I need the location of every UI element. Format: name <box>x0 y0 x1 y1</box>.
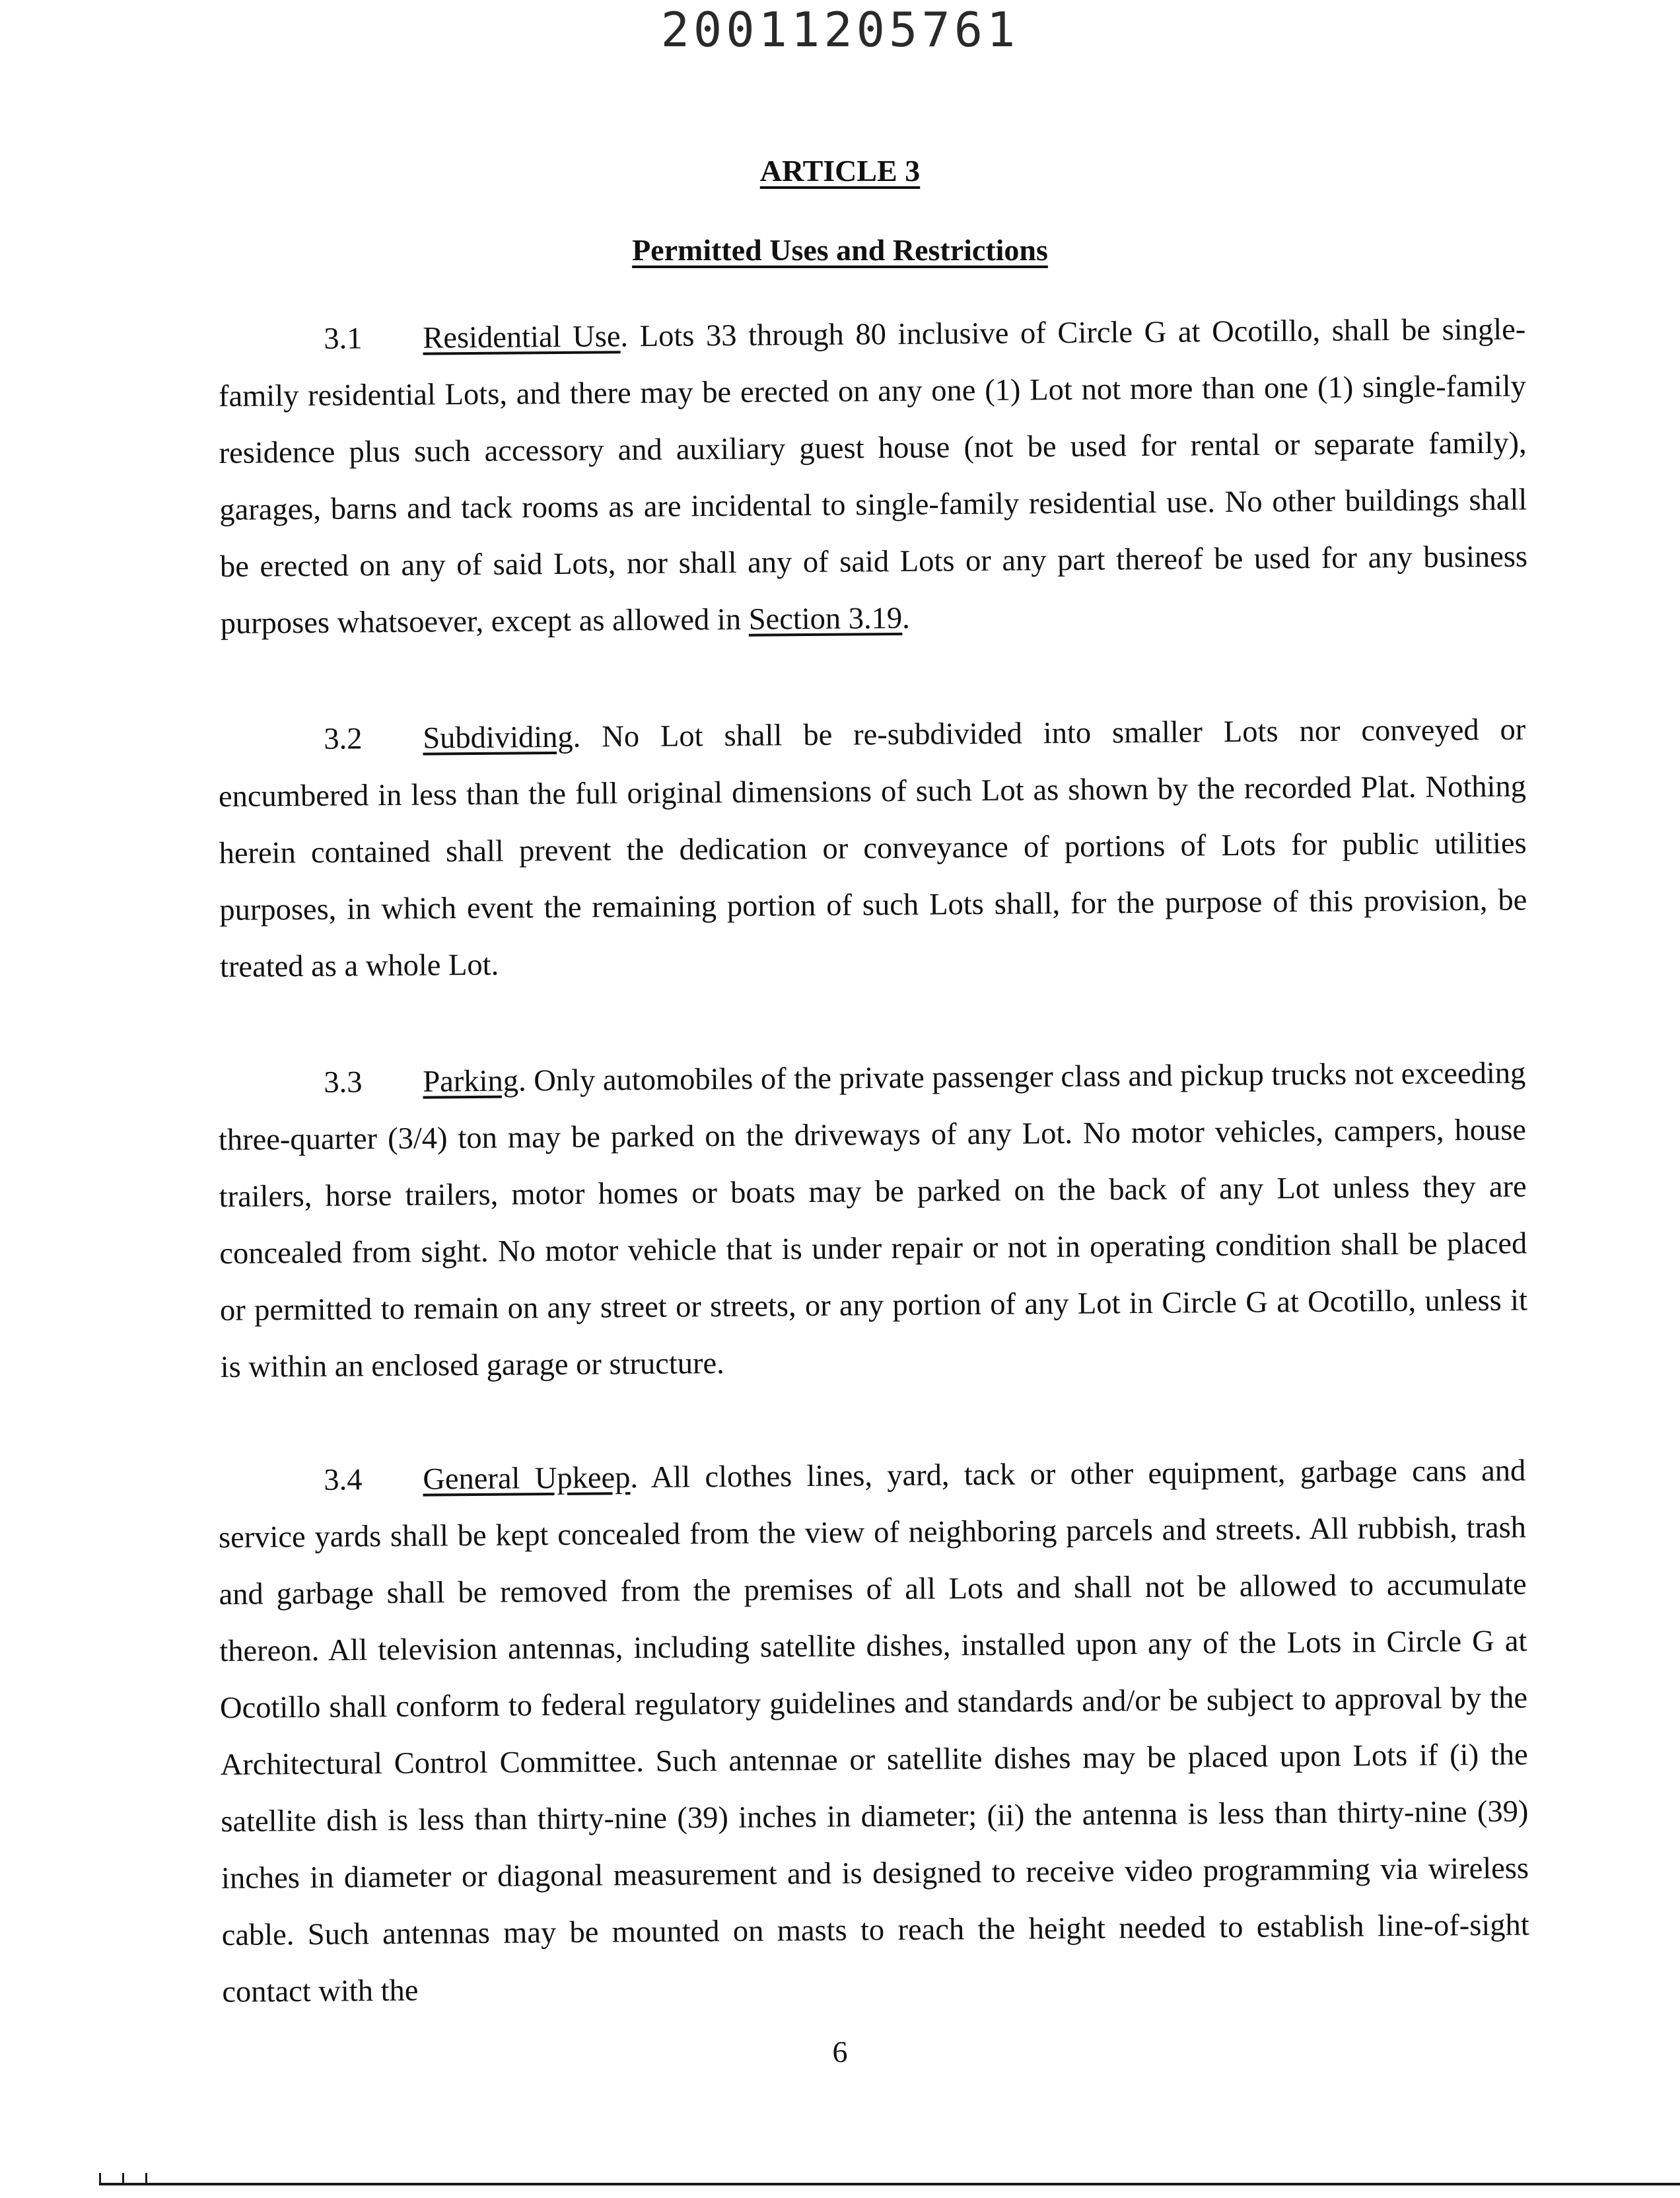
section-number: 3.3 <box>324 1065 363 1100</box>
section-heading: Parking <box>423 1064 519 1099</box>
article-subtitle: Permitted Uses and Restrictions <box>632 233 1048 267</box>
section-3-4 <box>218 1442 1530 2021</box>
section-reference-link: Section 3.19 <box>748 601 903 637</box>
rule-tick <box>122 2173 124 2185</box>
section-heading: Residential Use <box>423 320 621 355</box>
document-number: 20011205761 <box>660 2 1020 57</box>
section-3-1 <box>218 301 1528 653</box>
rule-tick <box>145 2173 147 2185</box>
section-body: . All clothes lines, yard, tack or other equipment, garbage cans and service yards shall be kept concealed from the view of neighboring parcels and streets. All rubbish, trash and garbage shall be removed from the premises of all Lots and shall not be allowed to accumulate thereon. All television antennas, including satellite dishes, installed upon any of the Lots in Circle G at Ocotillo shall conform to federal regulatory guidelines and standards and/or be subject to approval by the Architectural Control Committee. Such antennae or satellite dishes may be placed upon Lots if (i) the satellite dish is less than thirty-nine (39) inches in diameter; (ii) the antenna is less than thirty-nine (39) inches in diameter or diagonal measurement and is designed to receive video programming via wireless cable. Such antennas may be mounted on masts to reach the height needed to establish line-of-sight contact with the <box>218 1454 1529 2009</box>
section-3-2 <box>218 701 1527 996</box>
rule-tick <box>99 2173 101 2185</box>
bottom-rule-divider <box>99 2183 1680 2185</box>
section-number: 3.2 <box>324 722 363 756</box>
section-3-3 <box>218 1045 1528 1396</box>
section-heading: General Upkeep <box>423 1461 631 1497</box>
section-number: 3.1 <box>324 322 363 356</box>
section-number: 3.4 <box>324 1463 363 1497</box>
section-body: . No Lot shall be re-subdivided into smaller Lots nor conveyed or encumbered in less than the full original dimensions of such Lot as shown by the recorded Plat. Nothing herein contained shall prevent the dedication or conveyance of portions of Lots for public utilities purposes, in which event the remaining portion of such Lots shall, for the purpose of this provision, be treated as a whole Lot. <box>218 713 1527 984</box>
section-body: . Lots 33 through 80 inclusive of Circle G at Ocotillo, shall be single-family residential Lots, and there may be erected on any one (1) Lot not more than one (1) single-family residence plus such accessory and auxiliary guest house (not be used for rental or separate family), garages, barns and tack rooms as are incidental to single-family residential use. No other buildings shall be erected on any of said Lots, nor shall any of said Lots or any part thereof be used for any business purposes whatsoever, except as allowed in <box>218 312 1528 641</box>
section-body: . Only automobiles of the private passenger class and pickup trucks not exceeding three-quarter (3/4) ton may be parked on the driveways of any Lot. No motor vehicles, campers, house trailers, horse trailers, motor homes or boats may be parked on the back of any Lot unless they are concealed from sight. No motor vehicle that is under repair or not in operating condition shall be placed or permitted to remain on any street or streets, or any portion of any Lot in Circle G at Ocotillo, unless it is within an enclosed garage or structure. <box>218 1056 1528 1384</box>
section-body-end: . <box>901 601 911 635</box>
page-number: 6 <box>832 2035 848 2069</box>
article-title: ARTICLE 3 <box>759 154 921 188</box>
section-heading: Subdividing <box>423 720 573 756</box>
